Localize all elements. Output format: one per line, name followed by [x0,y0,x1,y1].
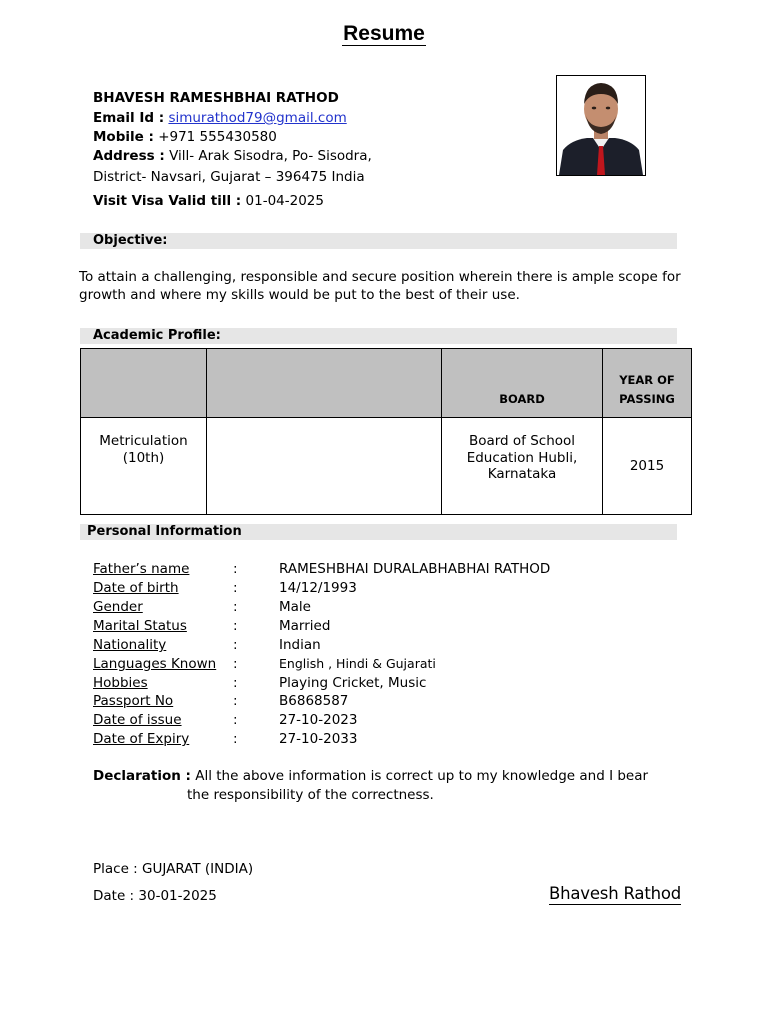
address-line-2: District- Navsari, Gujarat – 396475 India [93,169,365,185]
personal-info-value: Married [279,618,331,634]
visa-value: 01-04-2025 [245,193,324,209]
personal-info-colon: : [233,731,238,747]
visa-line [93,193,324,209]
personal-info-colon: : [233,675,238,691]
personal-info-key: Father’s name [93,561,190,577]
personal-info-key: Marital Status [93,618,187,634]
date: Date : 30-01-2025 [93,888,217,904]
personal-info-value: Male [279,599,311,615]
email-link[interactable]: simurathod79@gmail.com [168,110,347,126]
profile-photo [556,75,646,176]
personal-info-key: Languages Known [93,656,217,672]
personal-info-value: 27-10-2033 [279,731,358,747]
declaration-line-1: All the above information is correct up to my knowledge and I bear [195,768,649,784]
personal-info-value: B6868587 [279,693,349,709]
personal-info-value: RAMESHBHAI DURALABHABHAI RATHOD [279,561,551,577]
personal-info-colon: : [233,561,238,577]
table-cell [207,418,442,515]
personal-info-value: Indian [279,637,321,653]
email-label: Email Id : [93,110,165,126]
place: Place : GUJARAT (INDIA) [93,861,254,877]
academic-heading-bar [80,328,677,344]
personal-info-value: 14/12/1993 [279,580,357,596]
personal-info-key: Passport No [93,693,174,709]
mobile-label: Mobile : [93,129,154,145]
personal-heading: Personal Information [87,524,242,539]
personal-info-colon: : [233,637,238,653]
table-header [207,349,442,418]
email-line [93,110,347,126]
table-cell: Metriculation (10th) [81,418,207,515]
personal-info-colon: : [233,656,238,672]
visa-label: Visit Visa Valid till : [93,193,242,209]
declaration [93,767,648,786]
personal-info-colon: : [233,580,238,596]
personal-info-value: 27-10-2023 [279,712,358,728]
personal-info-colon: : [233,693,238,709]
table-header-row [81,349,692,418]
address-line [93,148,372,164]
signature: Bhavesh Rathod [549,884,682,903]
personal-info-key: Date of birth [93,580,179,596]
personal-info-key: Date of issue [93,712,182,728]
personal-info-value: Playing Cricket, Music [279,675,427,691]
personal-info-key: Date of Expiry [93,731,190,747]
mobile-value: +971 555430580 [158,129,277,145]
mobile-line [93,129,277,145]
table-cell: Board of School Education Hubli, Karnataka [442,418,603,515]
address-label: Address : [93,148,165,164]
personal-info-key: Nationality [93,637,167,653]
table-header: BOARD [442,349,603,418]
table-cell: 2015 [603,418,692,515]
page-title: Resume [343,22,425,45]
personal-info-colon: : [233,618,238,634]
declaration-label: Declaration : [93,768,191,784]
personal-info-key: Gender [93,599,143,615]
personal-info-colon: : [233,712,238,728]
objective-text: To attain a challenging, responsible and secure position wherein there is ample scope for growth and where my skills would be put to the best of their use. [79,269,681,303]
table-row [81,418,692,515]
personal-info-value: English , Hindi & Gujarati [279,656,436,671]
declaration-line-2: the responsibility of the correctness. [187,787,434,803]
address-value-1: Vill- Arak Sisodra, Po- Sisodra, [169,148,372,164]
personal-info-colon: : [233,599,238,615]
personal-info-key: Hobbies [93,675,148,691]
objective-heading: Objective: [93,233,168,248]
academic-table [80,348,692,515]
objective-heading-bar [80,233,677,249]
personal-heading-bar [80,524,677,540]
table-header [81,349,207,418]
table-header: YEAR OF PASSING [603,349,692,418]
academic-heading: Academic Profile: [93,328,221,343]
candidate-name: BHAVESH RAMESHBHAI RATHOD [93,90,339,106]
